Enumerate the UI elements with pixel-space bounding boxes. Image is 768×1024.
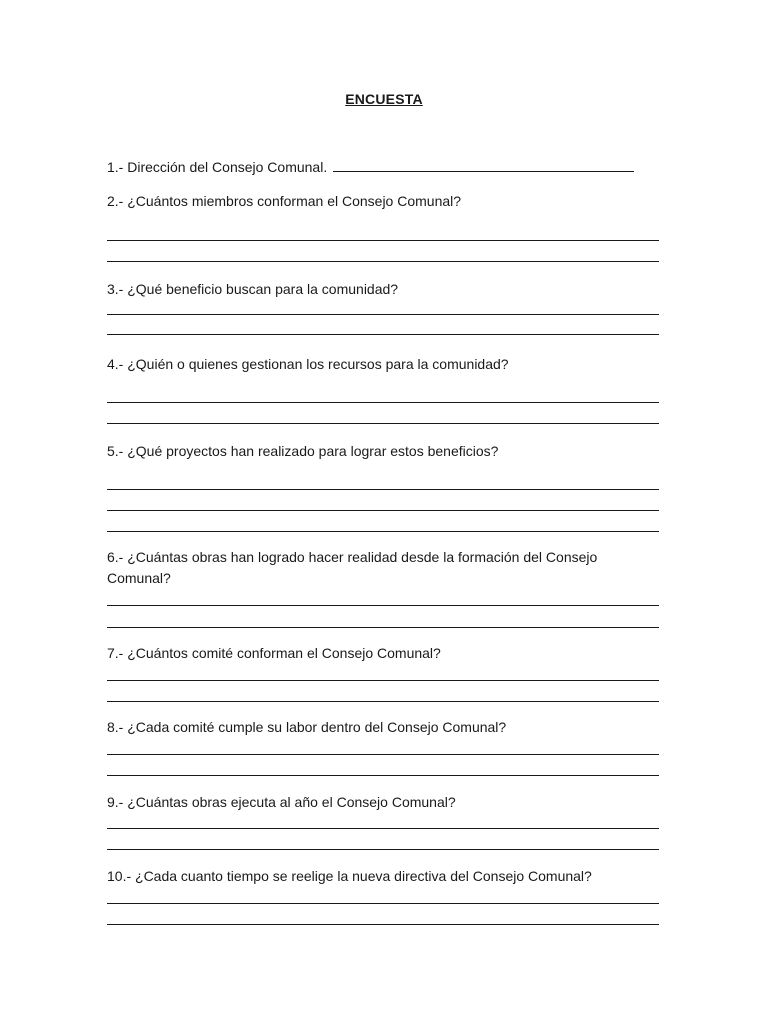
question-1	[107, 157, 667, 178]
question-6: 6.- ¿Cuántas obras han logrado hacer realidad desde la formación del Consejo Comunal?	[107, 549, 602, 586]
answer-line[interactable]	[107, 261, 659, 262]
answer-line[interactable]	[107, 680, 659, 681]
question-5: 5.- ¿Qué proyectos han realizado para lograr estos beneficios?	[107, 443, 499, 459]
answer-line[interactable]	[107, 627, 659, 628]
answer-line[interactable]	[107, 240, 659, 241]
answer-line[interactable]	[107, 531, 659, 532]
answer-line[interactable]	[107, 701, 659, 702]
answer-line[interactable]	[107, 903, 659, 904]
answer-line[interactable]	[107, 775, 659, 776]
answer-line[interactable]	[107, 423, 659, 424]
question-9: 9.- ¿Cuántas obras ejecuta al año el Consejo Comunal?	[107, 794, 456, 810]
question-3: 3.- ¿Qué beneficio buscan para la comunidad?	[107, 281, 399, 297]
answer-line[interactable]	[107, 828, 659, 829]
question-4: 4.- ¿Quién o quienes gestionan los recursos para la comunidad?	[107, 356, 509, 372]
question-10: 10.- ¿Cada cuanto tiempo se reelige la nueva directiva del Consejo Comunal?	[107, 868, 592, 884]
answer-line[interactable]	[107, 489, 659, 490]
answer-line[interactable]	[107, 754, 659, 755]
answer-line[interactable]	[107, 402, 659, 403]
answer-line[interactable]	[107, 605, 659, 606]
question-8: 8.- ¿Cada comité cumple su labor dentro del Consejo Comunal?	[107, 719, 507, 735]
question-1-text: 1.- Dirección del Consejo Comunal.	[107, 159, 328, 175]
answer-line[interactable]	[107, 924, 659, 925]
page-title: ENCUESTA	[345, 91, 423, 107]
answer-line[interactable]	[107, 849, 659, 850]
question-2: 2.- ¿Cuántos miembros conforman el Consejo Comunal?	[107, 193, 462, 209]
answer-line[interactable]	[107, 334, 659, 335]
answer-line-1-inline[interactable]	[333, 157, 634, 172]
answer-line[interactable]	[107, 510, 659, 511]
question-7: 7.- ¿Cuántos comité conforman el Consejo Comunal?	[107, 645, 441, 661]
answer-line[interactable]	[107, 314, 659, 315]
